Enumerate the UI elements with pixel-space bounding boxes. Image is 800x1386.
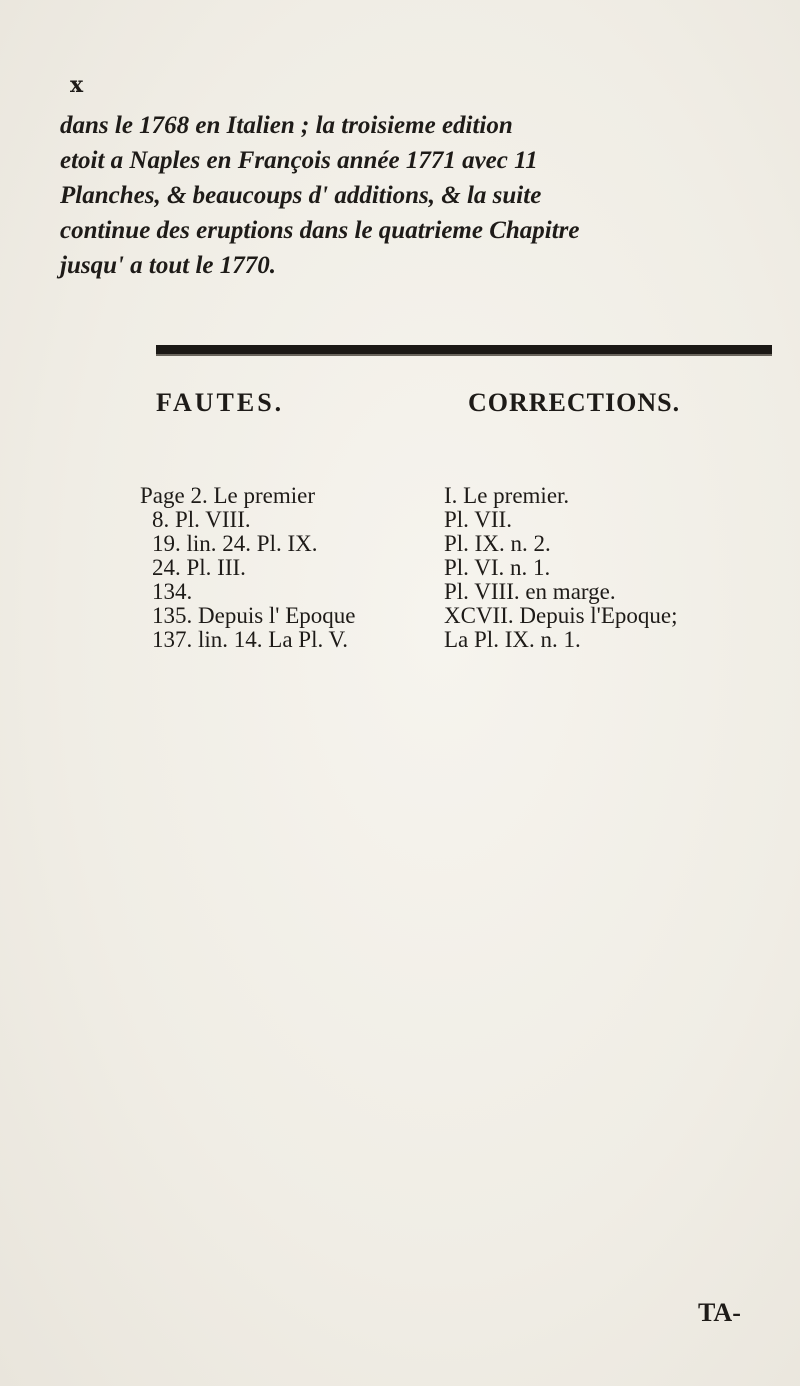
intro-line: dans le 1768 en Italien ; la troisieme edition (60, 112, 513, 139)
faute-entry: 135. Depuis l' Epoque (152, 603, 356, 628)
fautes-heading: FAUTES. (156, 388, 285, 417)
intro-line: continue des eruptions dans le quatrieme Chapitre (60, 217, 580, 244)
faute-entry: 24. Pl. III. (152, 555, 246, 580)
intro-line: Planches, & beaucoups d' additions, & la suite (60, 182, 542, 209)
intro-line: jusqu' a tout le 1770. (60, 252, 277, 279)
correction-entry: Pl. VIII. en marge. (444, 579, 616, 604)
faute-entry: 137. lin. 14. La Pl. V. (152, 627, 348, 652)
correction-entry: La Pl. IX. n. 1. (444, 627, 581, 652)
correction-entry: Pl. IX. n. 2. (444, 531, 551, 556)
correction-entry: Pl. VI. n. 1. (444, 555, 551, 580)
fautes-column (140, 484, 355, 652)
faute-entry: Page 2. Le premier (140, 483, 315, 508)
correction-entry: XCVII. Depuis l'Epoque; (444, 603, 678, 628)
corrections-heading: CORRECTIONS. (468, 388, 681, 417)
ornamental-rule (156, 345, 772, 356)
correction-entry: I. Le premier. (444, 483, 570, 508)
intro-line: etoit a Naples en François année 1771 avec 11 (60, 147, 538, 174)
faute-entry: 8. Pl. VIII. (152, 507, 251, 532)
faute-entry: 134. (152, 579, 193, 604)
page-mark: x (70, 72, 84, 98)
corrections-column (444, 484, 677, 652)
faute-entry: 19. lin. 24. Pl. IX. (152, 531, 318, 556)
intro-paragraph (60, 108, 760, 283)
correction-entry: Pl. VII. (444, 507, 512, 532)
catchword: TA- (698, 1298, 741, 1327)
